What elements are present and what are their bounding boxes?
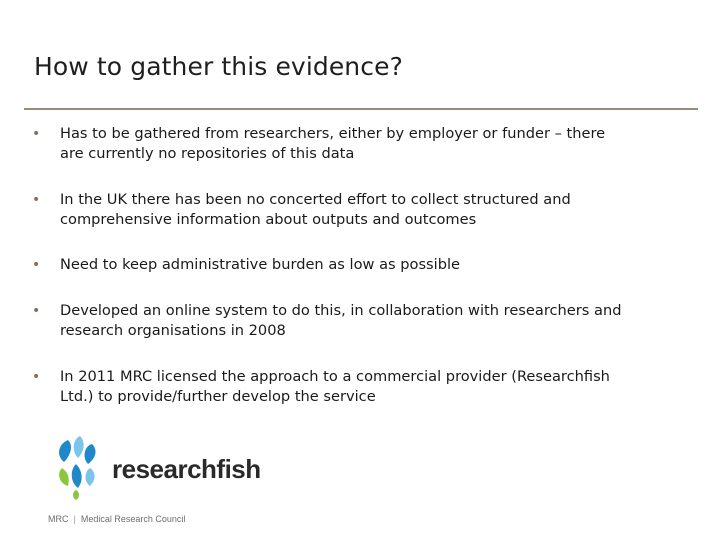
footer-separator: | [73,514,76,524]
title-divider [24,108,698,110]
bullet-item [30,367,610,407]
bullet-line: Developed an online system to do this, in collaboration with researchers and [60,302,622,319]
footer-org-name: Medical Research Council [80,514,186,524]
bullet-line: In the UK there has been no concerted effort to collect structured and [60,191,571,208]
bullet-item [30,301,621,341]
footer-org [48,514,185,524]
bullet-line: Ltd.) to provide/further develop the service [60,388,376,405]
logo-wordmark: researchfish [112,454,261,484]
bullet-dot-icon: • [32,192,41,208]
fish-mark-icon [59,436,95,500]
bullet-dot-icon: • [32,303,41,319]
bullet-dot-icon: • [32,369,41,385]
bullet-line: comprehensive information about outputs and outcomes [60,211,477,228]
footer-org-abbr: MRC [48,514,69,524]
bullet-item [30,190,571,230]
bullet-line: Need to keep administrative burden as low as possible [60,256,461,273]
bullet-dot-icon: • [32,257,41,273]
slide-title: How to gather this evidence? [34,52,403,81]
bullet-dot-icon: • [32,126,41,142]
bullet-line: are currently no repositories of this data [60,145,355,162]
bullet-line: In 2011 MRC licensed the approach to a commercial provider (Researchfish [60,368,610,385]
bullet-line: research organisations in 2008 [60,322,286,339]
bullet-item [30,124,605,164]
bullet-line: Has to be gathered from researchers, either by employer or funder – there [60,125,606,142]
bullet-item [30,255,460,275]
